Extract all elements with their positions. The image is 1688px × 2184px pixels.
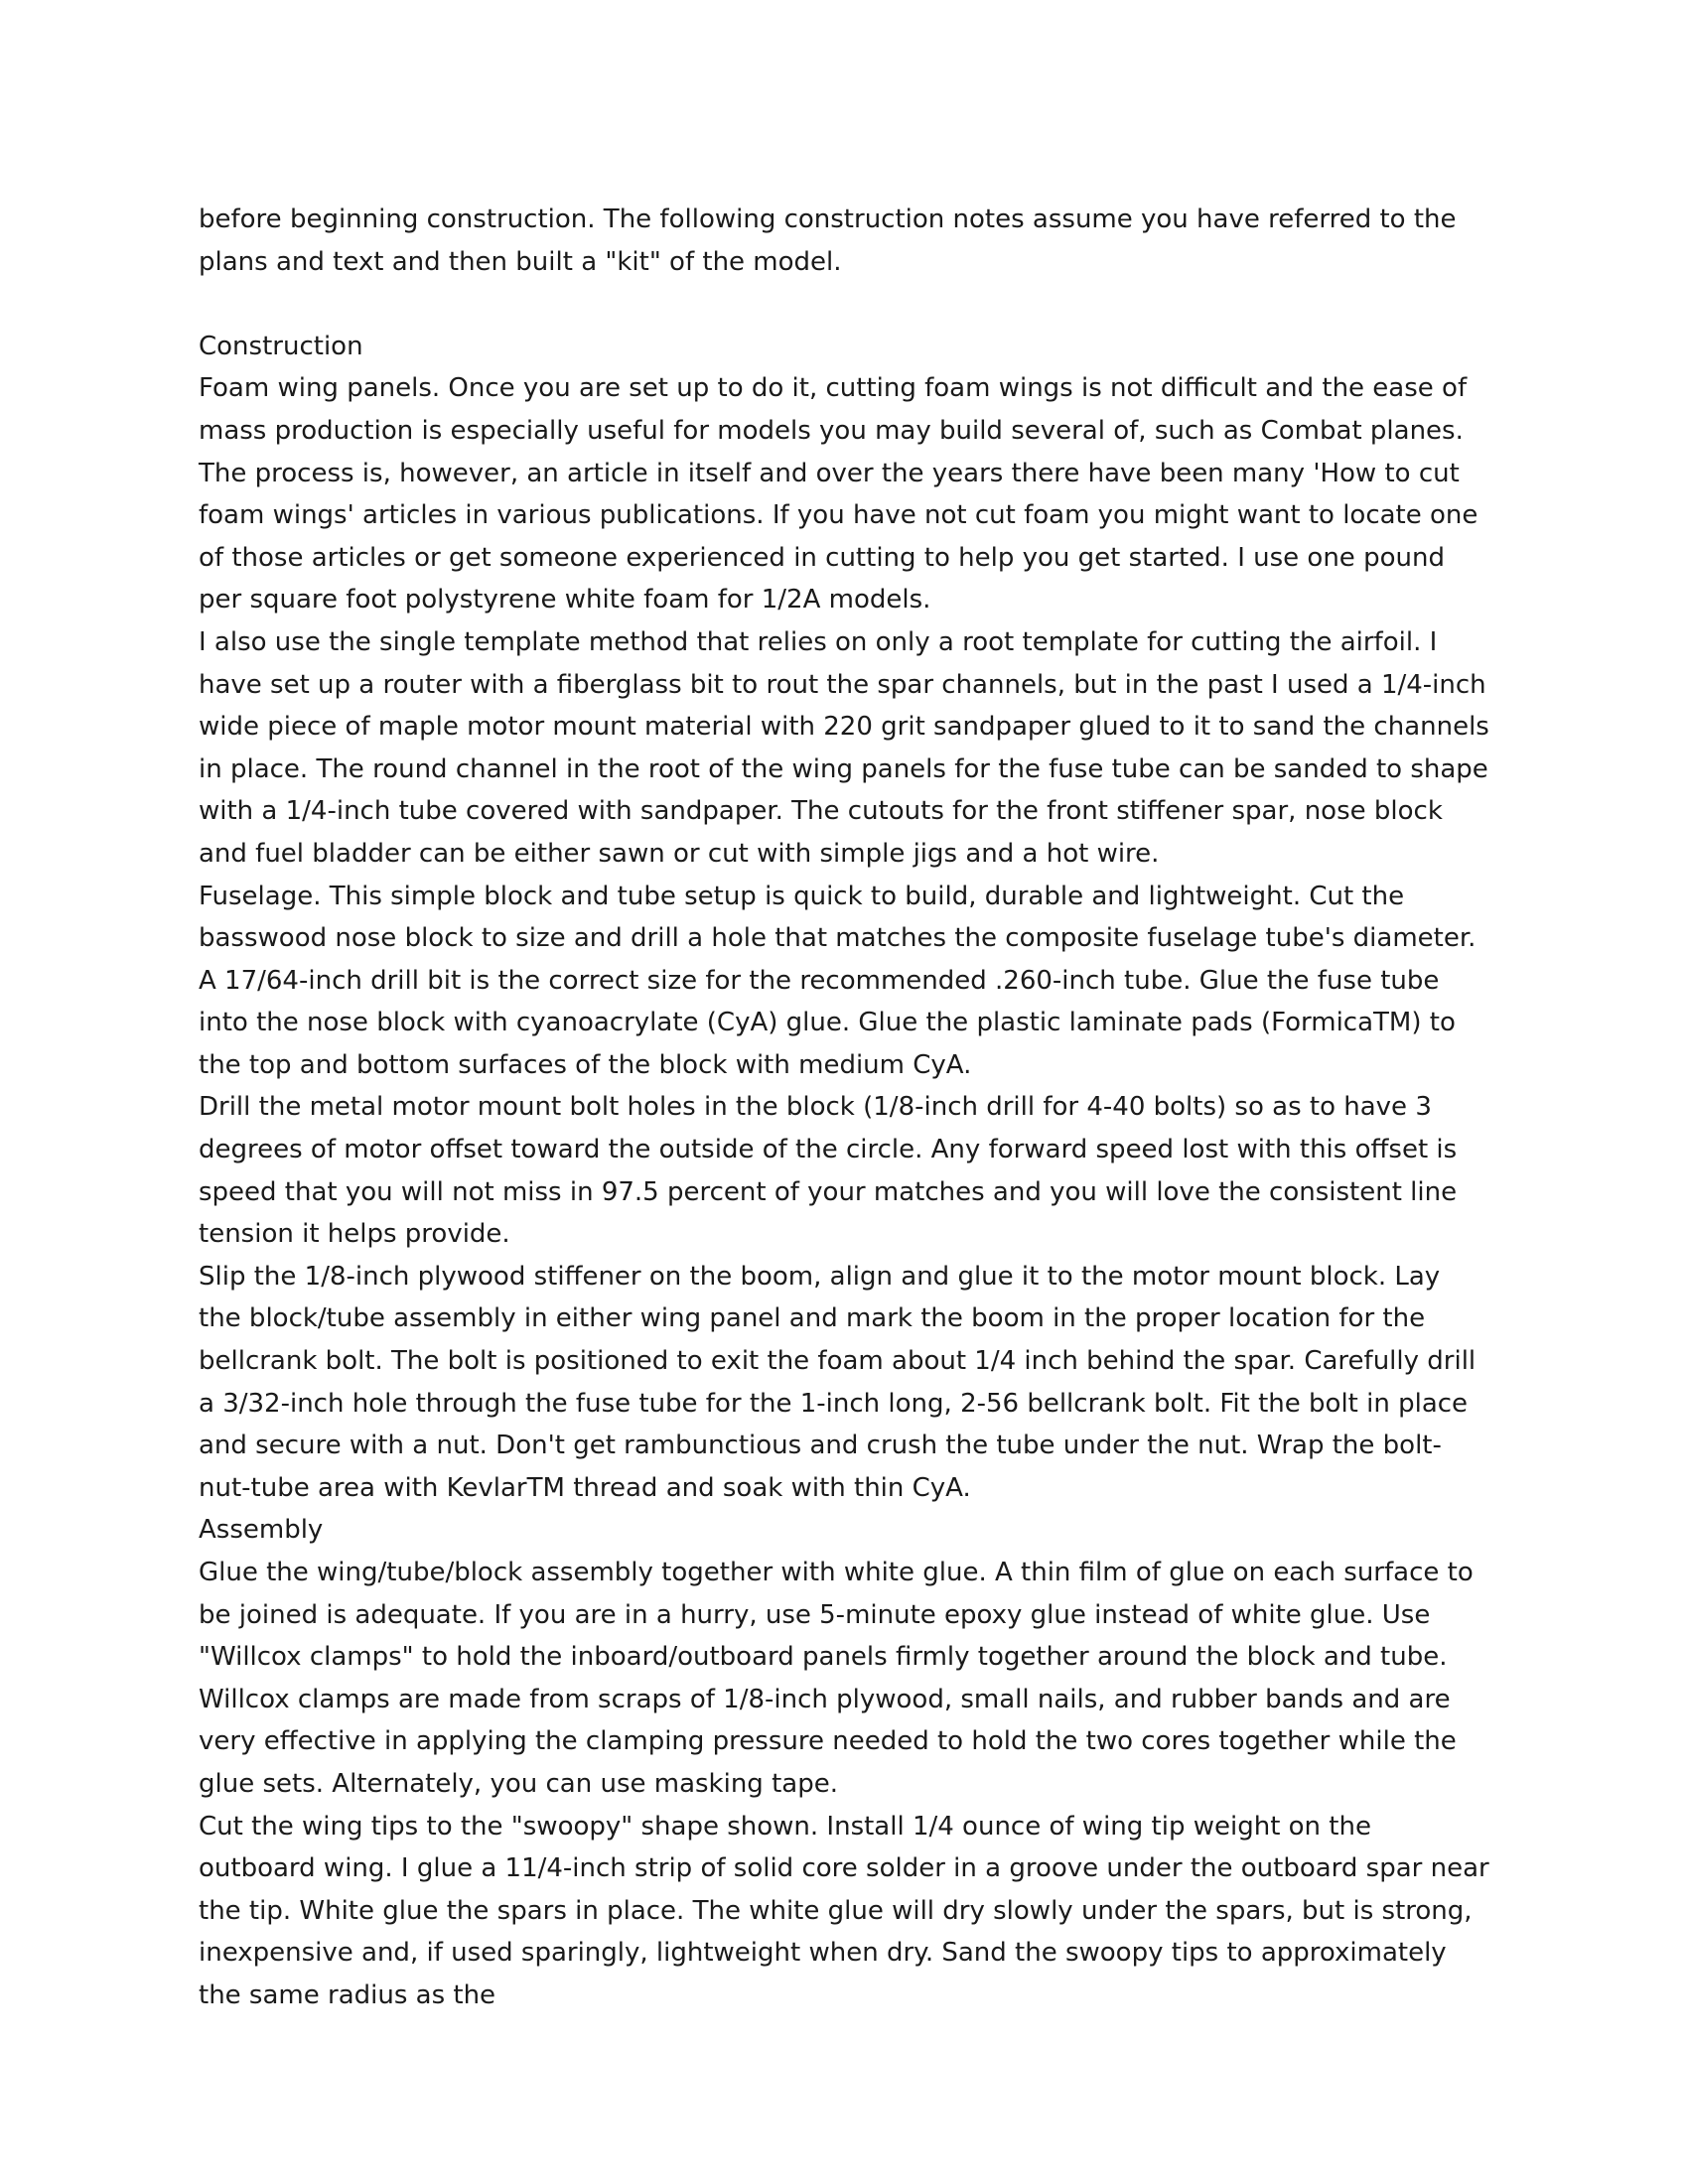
paragraph-spacer	[199, 283, 1489, 326]
wing-tips-paragraph: Cut the wing tips to the "swoopy" shape shown. Install 1/4 ounce of wing tip weight on the outboard wing. I glue a 11/4-inch strip of solid core solder in a groove under the outboard spar near the tip. White glue the spars in place. The white glue will dry slowly under the spars, but is strong, inexpensive and, if used sparingly, lightweight when dry. Sand the swoopy tips to approximately the same radius as the	[199, 1811, 1489, 2010]
template-paragraph: I also use the single template method that relies on only a root template for cutting the airfoil. I have set up a router with a fiberglass bit to rout the spar channels, but in the past I used a 1/4-inch wide piece of maple motor mount material with 220 grit sandpaper glued to it to sand the channels in place. The round channel in the root of the wing panels for the fuse tube can be sanded to shape with a 1/4-inch tube covered with sandpaper. The cutouts for the front stiffener spar, nose block and fuel bladder can be either sawn or cut with simple jigs and a hot wire.	[199, 626, 1489, 869]
assembly-heading: Assembly	[199, 1515, 324, 1546]
body-text	[199, 199, 1489, 2017]
drill-paragraph: Drill the metal motor mount bolt holes in the block (1/8-inch drill for 4-40 bolts) so as to have 3 degrees of motor offset toward the outside of the circle. Any forward speed lost with this offset is speed that you will not miss in 97.5 percent of your matches and you will love the consistent line tension it helps provide.	[199, 1092, 1458, 1250]
foam-wing-paragraph: Foam wing panels. Once you are set up to do it, cutting foam wings is not difficult and the ease of mass production is especially useful for models you may build several of, such as Combat planes. The process is, however, an article in itself and over the years there have been many 'How to cut foam wings' articles in various publications. If you have not cut foam you might want to locate one of those articles or get someone experienced in cutting to help you get started. I use one pound per square foot polystyrene white foam for 1/2A models.	[199, 373, 1478, 615]
fuselage-paragraph: Fuselage. This simple block and tube setup is quick to build, durable and lightweight. Cut the basswood nose block to size and drill a hole that matches the composite fuselage tube's diameter. A 17/64-inch drill bit is the correct size for the recommended .260-inch tube. Glue the fuse tube into the nose block with cyanoacrylate (CyA) glue. Glue the plastic laminate pads (FormicaTM) to the top and bottom surfaces of the block with medium CyA.	[199, 881, 1477, 1080]
intro-paragraph: before beginning construction. The following construction notes assume you have referred to the plans and text and then built a "kit" of the model.	[199, 205, 1457, 277]
construction-heading: Construction	[199, 331, 363, 361]
glue-paragraph: Glue the wing/tube/block assembly together with white glue. A thin film of glue on each surface to be joined is adequate. If you are in a hurry, use 5-minute epoxy glue instead of white glue. Use "Willcox clamps" to hold the inboard/outboard panels firmly together around the block and tube. Willcox clamps are made from scraps of 1/8-inch plywood, small nails, and rubber bands and are very effective in applying the clamping pressure needed to hold the two cores together while the glue sets. Alternately, you can use masking tape.	[199, 1558, 1474, 1799]
stiffener-paragraph: Slip the 1/8-inch plywood stiffener on the boom, align and glue it to the motor mount block. Lay the block/tube assembly in either wing panel and mark the boom in the proper location for the bellcrank bolt. The bolt is positioned to exit the foam about 1/4 inch behind the spar. Carefully drill a 3/32-inch hole through the fuse tube for the 1-inch long, 2-56 bellcrank bolt. Fit the bolt in place and secure with a nut. Don't get rambunctious and crush the tube under the nut. Wrap the bolt-nut-tube area with KevlarTM thread and soak with thin CyA.	[199, 1261, 1477, 1503]
